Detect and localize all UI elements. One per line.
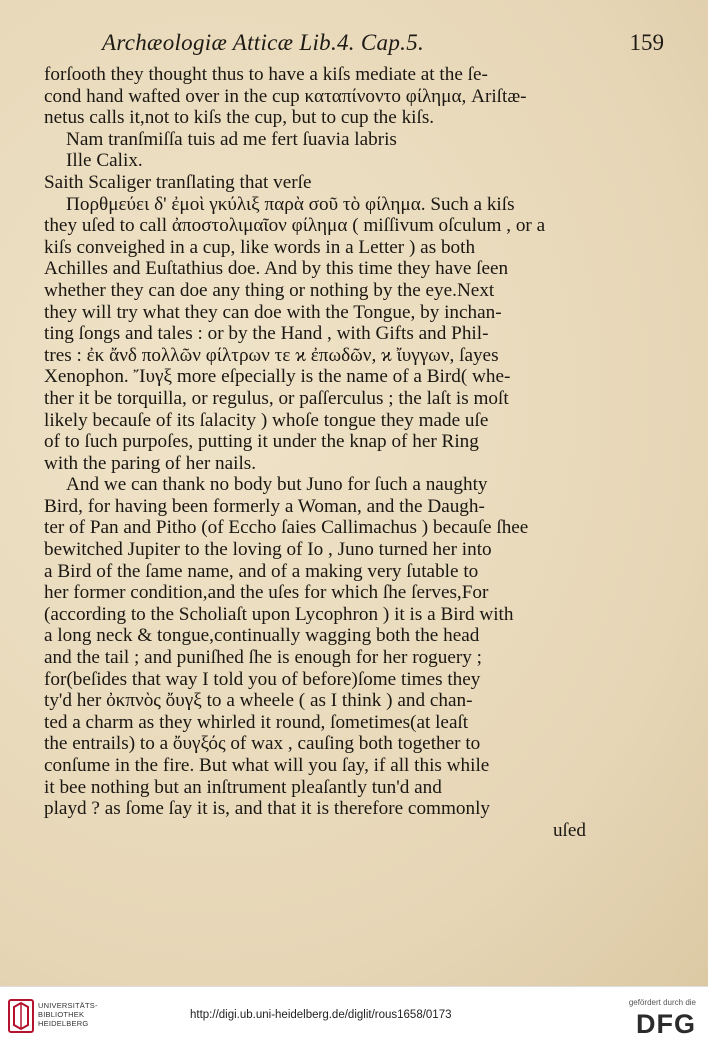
ub-heidelberg-logo-icon xyxy=(8,999,34,1033)
text-line: and the tail ; and puniſhed ſhe is enough for her roguery ; xyxy=(44,647,482,669)
dfg-logo: DFG xyxy=(636,1009,696,1039)
text-line: for(beſides that way I told you of before)ſome times they xyxy=(44,668,481,690)
text-line: with the paring of her nails. xyxy=(44,452,257,474)
funded-by-label: gefördert durch die xyxy=(628,998,696,1007)
text-line: ther it be torquilla, or regulus, or paſſerculus ; the laſt is moſt xyxy=(44,387,509,409)
text-line: ter of Pan and Pitho (of Eccho ſaies Callimachus ) becauſe ſhee xyxy=(44,517,529,539)
text-line: Ille Calix. xyxy=(66,150,143,172)
text-line: Nam tranſmiſſa tuis ad me fert ſuavia labris xyxy=(66,128,397,150)
text-line: netus calls it,not to kiſs the cup, but to cup the kiſs. xyxy=(44,107,435,129)
text-line: Saith Scaliger tranſlating that verſe xyxy=(44,171,312,193)
text-line: Xenophon. Ἴυγξ more eſpecially is the name of a Bird( whe- xyxy=(44,366,511,388)
text-line: (according to the Scholiaſt upon Lycophron ) it is a Bird with xyxy=(44,603,514,625)
text-line: conſume in the fire. But what will you ſay, if all this while xyxy=(44,755,490,776)
page-header xyxy=(44,30,674,62)
text-line: playd ? as ſome ſay it is, and that it is therefore commonly xyxy=(44,798,490,820)
text-line: cond hand wafted over in the cup καταπίνοντο φίλημα, Ariſtæ- xyxy=(44,85,527,107)
text-line: ty'd her ὀκπνὸς ὄυγξ to a wheele ( as I think ) and chan- xyxy=(44,690,473,712)
text-line: likely becauſe of its ſalacity ) whoſe tongue they made uſe xyxy=(44,409,489,431)
text-line: forſooth they thought thus to have a kiſs mediate at the ſe- xyxy=(44,64,488,85)
text-line: they uſed to call ἀποστολιμαῖον φίλημα ( miſſivum oſculum , or a xyxy=(44,215,546,237)
text-line: her former condition,and the uſes for which ſhe ſerves,For xyxy=(44,582,489,604)
text-line: of to ſuch purpoſes, putting it under the knap of her Ring xyxy=(44,431,479,453)
text-line: Bird, for having been formerly a Woman, and the Daugh- xyxy=(44,495,485,517)
catchword: uſed xyxy=(552,819,586,841)
text-line: kiſs conveighed in a cup, like words in a Letter ) as both xyxy=(44,236,476,258)
text-line: a long neck & tongue,continually wagging both the head xyxy=(44,625,480,647)
text-line: Achilles and Euſtathius doe. And by this time they have ſeen xyxy=(44,258,509,280)
text-line: And we can thank no body but Juno for ſuch a naughty xyxy=(66,474,488,496)
text-line: tres : ἐκ ἄνδ πολλῶν φίλτρων τε ϰ ἐπωδῶν, ϰ ἴυγγων, ſayes xyxy=(44,344,499,366)
text-line: ting ſongs and tales : or by the Hand , with Gifts and Phil- xyxy=(44,323,489,345)
text-line: whether they can doe any thing or nothing by the eye.Next xyxy=(44,279,495,301)
text-line: Πορθμεύει δ' ἐμοὶ γκύλιξ παρὰ σοῦ τὸ φίλημα. Such a kiſs xyxy=(66,193,515,215)
text-line: ted a charm as they whirled it round, ſometimes(at leaſt xyxy=(44,711,469,733)
text-line: bewitched Jupiter to the loving of Io , Juno turned her into xyxy=(44,539,492,561)
source-url-link[interactable]: http://digi.ub.uni-heidelberg.de/diglit/rous1658/0173 xyxy=(190,1009,452,1021)
running-head: Archæologiæ Atticæ Lib.4. Cap.5. xyxy=(102,30,425,55)
text-block xyxy=(44,64,674,820)
text-line: a Bird of the ſame name, and of a making very ſutable to xyxy=(44,560,479,582)
institution-name: UNIVERSITÄTS-BIBLIOTHEK HEIDELBERG xyxy=(38,1001,98,1028)
text-line: the entrails) to a ὄυγξός of wax , cauſing both together to xyxy=(44,733,481,755)
page-content xyxy=(44,30,674,841)
footer-bar xyxy=(0,986,708,1043)
text-line: they will try what they can doe with the Tongue, by inchan- xyxy=(44,301,502,323)
page-number: 159 xyxy=(629,30,664,55)
text-line: it bee nothing but an inſtrument pleaſantly tun'd and xyxy=(44,776,442,798)
